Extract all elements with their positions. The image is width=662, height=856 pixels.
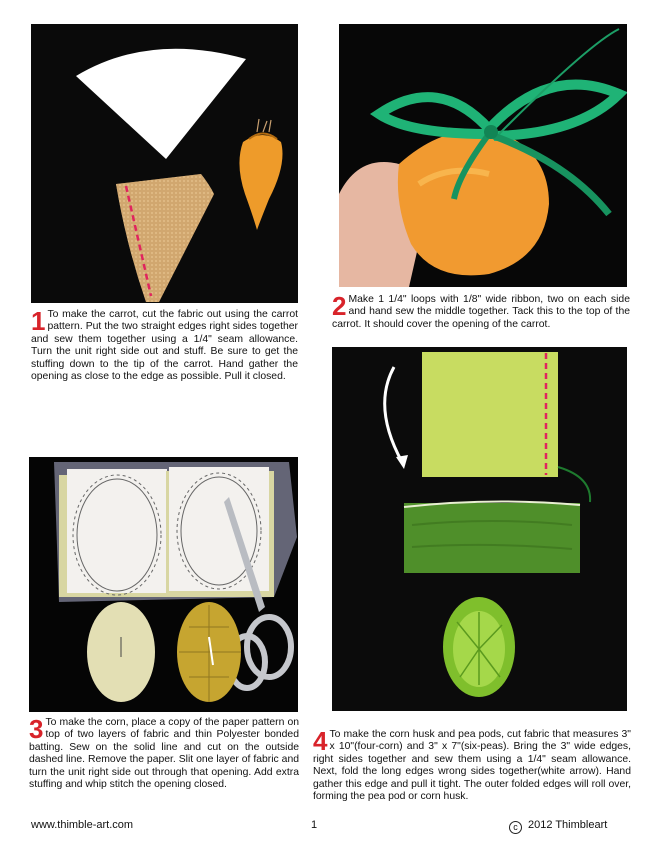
step-3-number: 3: [29, 714, 44, 744]
copyright-text: 2012 Thimbleart: [528, 819, 608, 831]
step-1-number: 1: [31, 306, 46, 336]
step-4-instructions: [313, 726, 631, 803]
photo-carrot-ribbon: [339, 24, 627, 287]
corn-patterns-illustration: [29, 457, 298, 712]
step-3-instructions: [29, 714, 299, 791]
copyright-icon: c: [509, 821, 522, 834]
footer-copyright: [509, 819, 607, 834]
website-link[interactable]: www.thimble-art.com: [31, 819, 134, 831]
step-2-number: 2: [332, 291, 347, 321]
corn-husk-illustration: [332, 347, 627, 711]
photo-corn-patterns: [29, 457, 298, 712]
carrot-ribbon-illustration: [339, 24, 627, 287]
footer-page-number: [311, 819, 317, 831]
step-2-text: Make 1 1/4" loops with 1/8" wide ribbon, two on each side and hand sew the middle together. Tack this to the top of the carrot. It should cover the opening of the carrot.: [332, 294, 630, 330]
step-2-instructions: [332, 291, 630, 331]
step-4-number: 4: [313, 726, 328, 756]
carrot-pattern-illustration: [31, 24, 298, 303]
step-1-text: To make the carrot, cut the fabric out using the carrot pattern. Put the two straight edges right sides together and sew them together using a 1/4" seam allowance. Turn the unit right side out and stuff. Be sure to get the stuffing down to the tip of the carrot. Hand gather the opening as close to the edge as possible. Pull it closed.: [31, 309, 298, 383]
page-number: 1: [311, 819, 318, 831]
photo-corn-husk: [332, 347, 627, 711]
footer-website[interactable]: [31, 819, 133, 831]
step-4-text: To make the corn husk and pea pods, cut fabric that measures 3" x 10"(four-corn) and 3" x 7"(six-peas). Bring the 3" wide edges, right sides together and sew them using a 1/4" seam allowance. Next, fold the long edges wrong sides together(white arrow). Hand gather this edge and pull it tight. The outer folded edges will roll over, forming the pea pod or corn husk.: [313, 729, 631, 803]
step-3-text: To make the corn, place a copy of the paper pattern on top of two layers of fabric and thin Polyester bonded batting. Sew on the solid line and cut on the outside dashed line. Remove the paper. Slit one layer of fabric and turn the unit right side out through that opening. Add extra stuffing and whip stitch the opening closed.: [29, 717, 299, 791]
step-1-instructions: [31, 306, 298, 383]
photo-carrot-pattern: [31, 24, 298, 303]
